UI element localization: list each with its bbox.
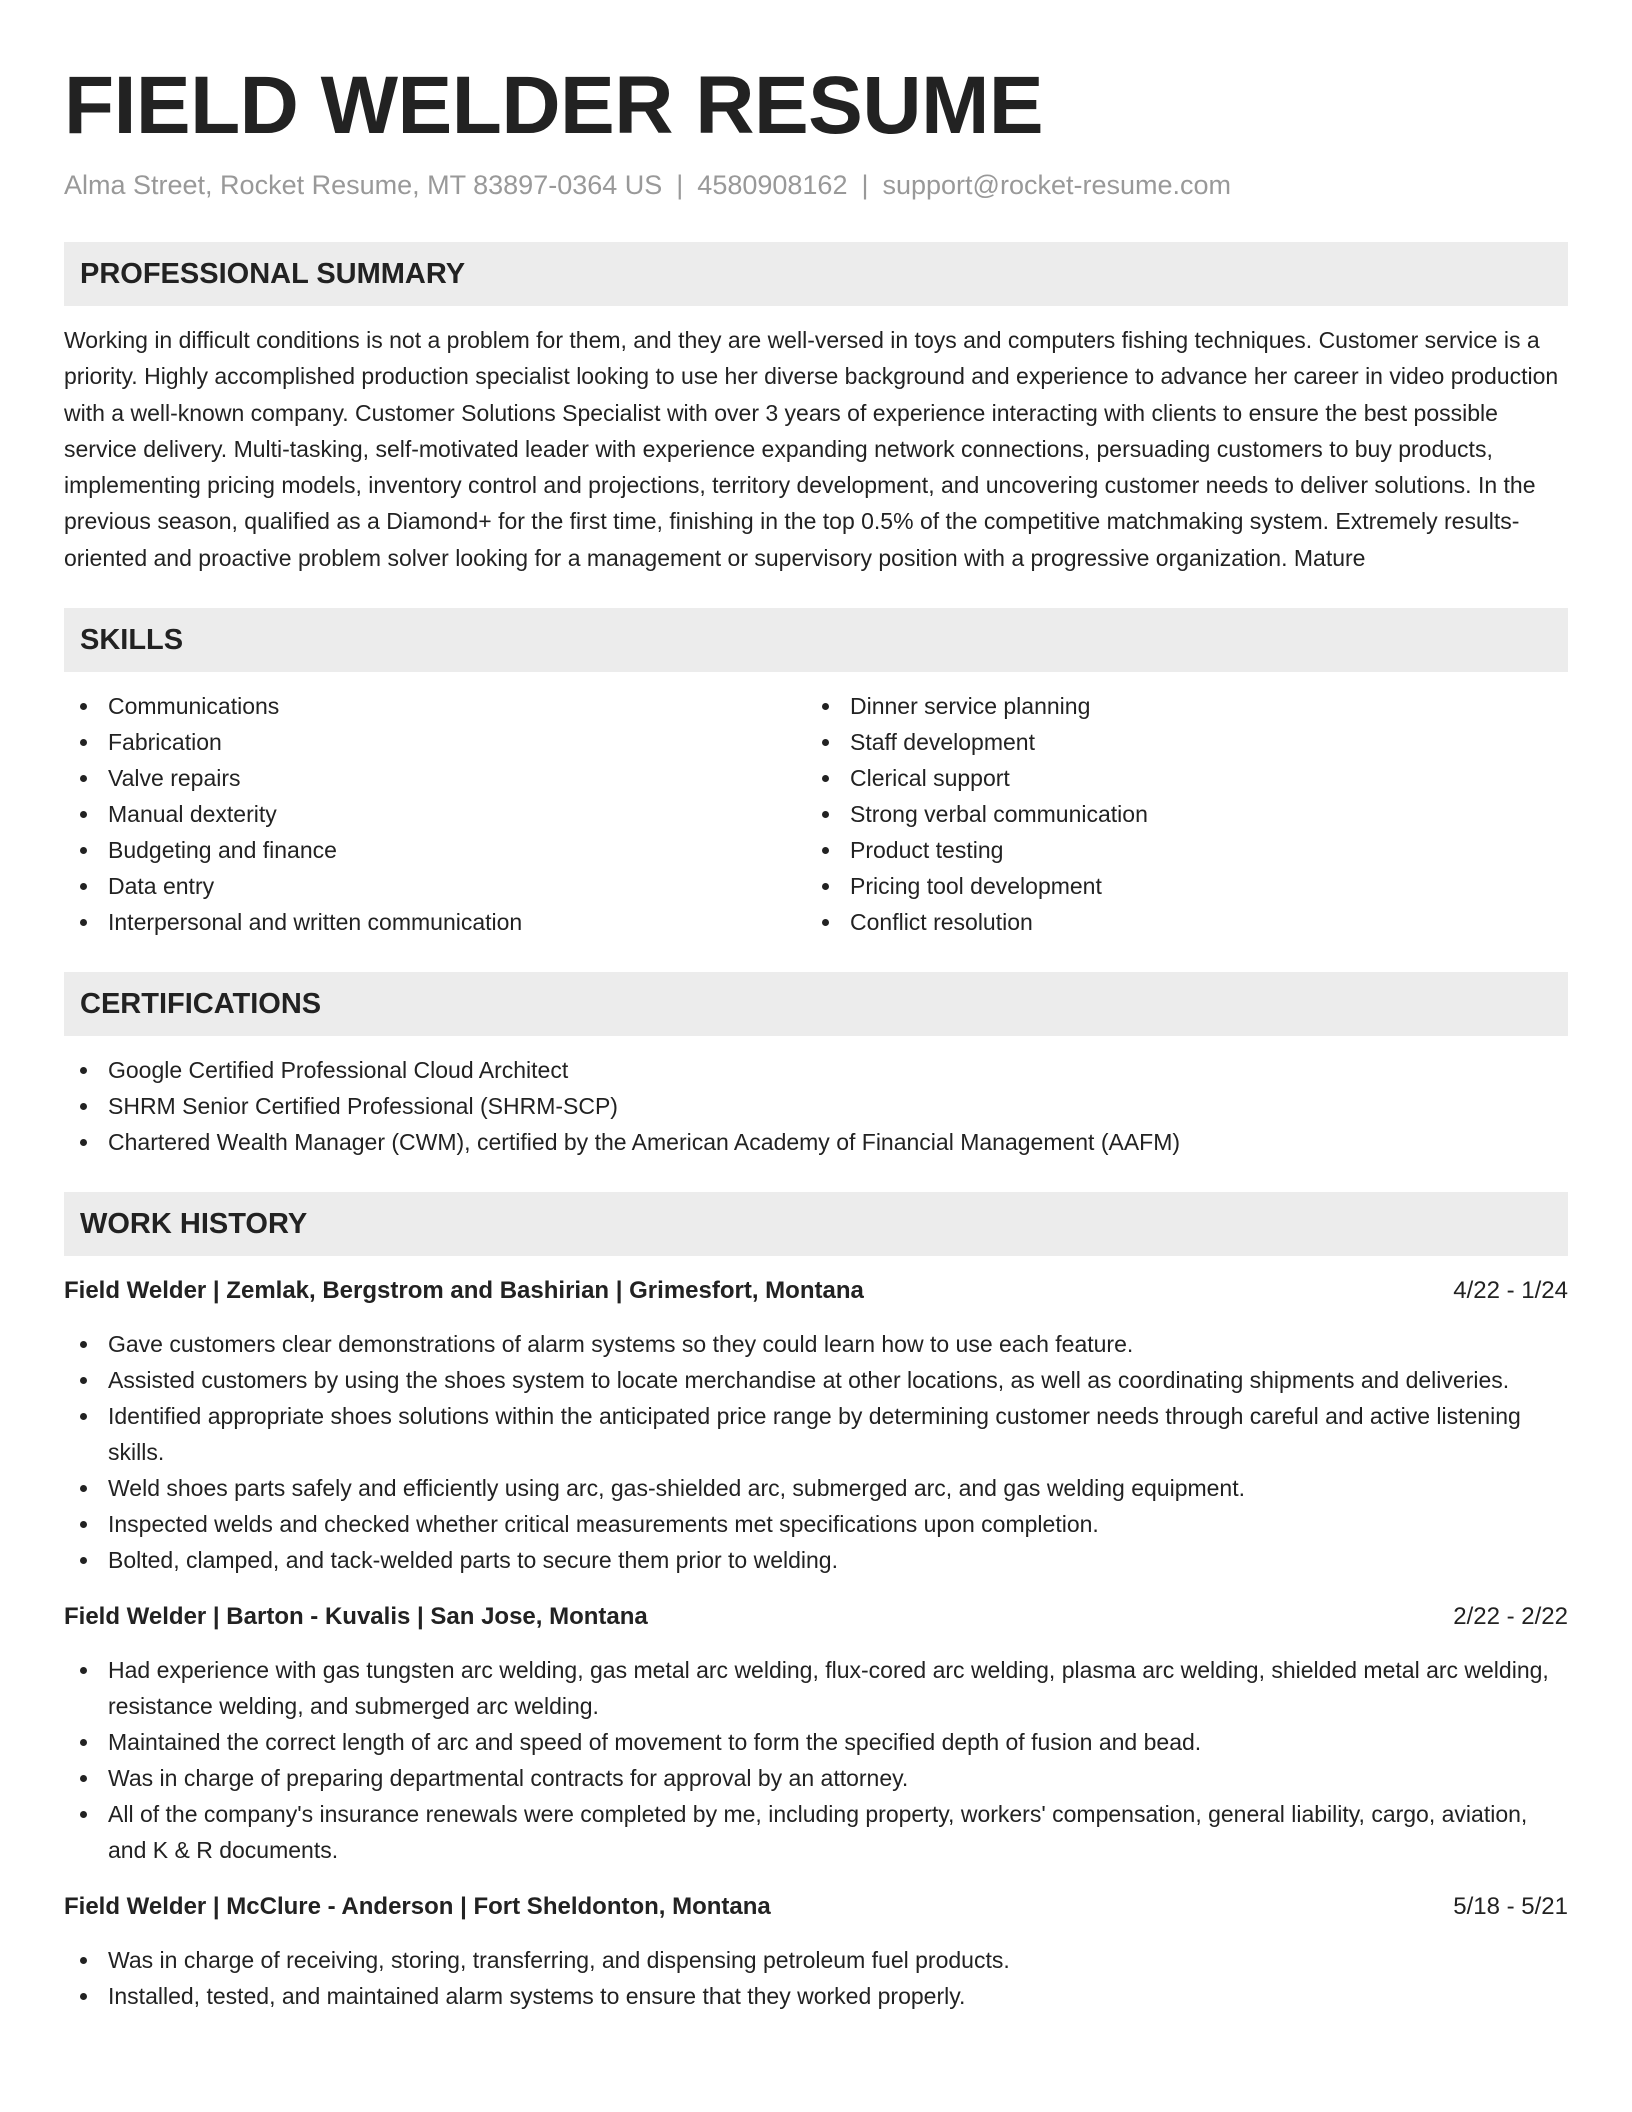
list-item: Interpersonal and written communication bbox=[64, 904, 806, 940]
section-header-certifications: CERTIFICATIONS bbox=[64, 972, 1568, 1036]
list-item: Gave customers clear demonstrations of alarm systems so they could learn how to use each feature. bbox=[64, 1326, 1568, 1362]
list-item: Conflict resolution bbox=[806, 904, 1548, 940]
job-entry bbox=[64, 1890, 1568, 2014]
resume-page bbox=[64, 0, 1568, 2014]
list-item: Valve repairs bbox=[64, 760, 806, 796]
list-item: Chartered Wealth Manager (CWM), certified by the American Academy of Financial Management (AAFM) bbox=[64, 1124, 1568, 1160]
list-item: Weld shoes parts safely and efficiently using arc, gas-shielded arc, submerged arc, and gas welding equipment. bbox=[64, 1470, 1568, 1506]
section-header-summary: PROFESSIONAL SUMMARY bbox=[64, 242, 1568, 306]
list-item: Installed, tested, and maintained alarm systems to ensure that they worked properly. bbox=[64, 1978, 1568, 2014]
address: Alma Street, Rocket Resume, MT 83897-0364 US bbox=[64, 170, 663, 200]
contact-line bbox=[64, 168, 1568, 202]
job-dates: 2/22 - 2/22 bbox=[1453, 1603, 1568, 1631]
job-entry bbox=[64, 1274, 1568, 1578]
list-item: Dinner service planning bbox=[806, 688, 1548, 724]
list-item: Had experience with gas tungsten arc welding, gas metal arc welding, flux-cored arc welding, plasma arc welding, shielded metal arc welding, resistance welding, and submerged arc welding. bbox=[64, 1652, 1568, 1724]
list-item: Budgeting and finance bbox=[64, 832, 806, 868]
list-item: Staff development bbox=[806, 724, 1548, 760]
list-item: Fabrication bbox=[64, 724, 806, 760]
list-item: Data entry bbox=[64, 868, 806, 904]
list-item: Strong verbal communication bbox=[806, 796, 1548, 832]
list-item: Google Certified Professional Cloud Architect bbox=[64, 1052, 1568, 1088]
contact-separator: | bbox=[676, 170, 684, 200]
job-bullets bbox=[64, 1942, 1568, 2014]
list-item: SHRM Senior Certified Professional (SHRM-SCP) bbox=[64, 1088, 1568, 1124]
contact-separator: | bbox=[861, 170, 869, 200]
skills-list bbox=[64, 688, 1568, 940]
job-dates: 4/22 - 1/24 bbox=[1453, 1277, 1568, 1305]
summary-text: Working in difficult conditions is not a problem for them, and they are well-versed in toys and computers fishing techniques. Customer service is a priority. Highly accomplished production specialist looking to use her diverse background and experience to advance her career in video production with a well-known company. Customer Solutions Specialist with over 3 years of experience interacting with clients to ensure the best possible service delivery. Multi-tasking, self-motivated leader with experience expanding network connections, persuading customers to buy products, implementing pricing models, inventory control and projections, territory development, and uncovering customer needs to deliver solutions. In the previous season, qualified as a Diamond+ for the first time, finishing in the top 0.5% of the competitive matchmaking system. Extremely results-oriented and proactive problem solver looking for a management or supervisory position with a progressive organization. Mature bbox=[64, 327, 1559, 571]
section-header-skills: SKILLS bbox=[64, 608, 1568, 672]
list-item: Product testing bbox=[806, 832, 1548, 868]
job-title-row bbox=[64, 1274, 1568, 1308]
job-bullets bbox=[64, 1652, 1568, 1868]
job-title-row bbox=[64, 1890, 1568, 1924]
skills-column-right bbox=[806, 688, 1548, 940]
list-item: Maintained the correct length of arc and speed of movement to form the specified depth of fusion and bead. bbox=[64, 1724, 1568, 1760]
list-item: Clerical support bbox=[806, 760, 1548, 796]
list-item: Pricing tool development bbox=[806, 868, 1548, 904]
job-title: Field Welder | McClure - Anderson | Fort Sheldonton, Montana bbox=[64, 1893, 771, 1921]
job-bullets bbox=[64, 1326, 1568, 1578]
job-entry bbox=[64, 1600, 1568, 1868]
section-header-work-history: WORK HISTORY bbox=[64, 1192, 1568, 1256]
list-item: Bolted, clamped, and tack-welded parts to secure them prior to welding. bbox=[64, 1542, 1568, 1578]
job-title: Field Welder | Zemlak, Bergstrom and Bashirian | Grimesfort, Montana bbox=[64, 1277, 864, 1305]
list-item: Identified appropriate shoes solutions within the anticipated price range by determining customer needs through careful and active listening skills. bbox=[64, 1398, 1568, 1470]
list-item: All of the company's insurance renewals were completed by me, including property, workers' compensation, general liability, cargo, aviation, and K & R documents. bbox=[64, 1796, 1568, 1868]
job-title: Field Welder | Barton - Kuvalis | San Jose, Montana bbox=[64, 1603, 648, 1631]
list-item: Manual dexterity bbox=[64, 796, 806, 832]
certifications-list bbox=[64, 1052, 1568, 1160]
skills-column-left bbox=[64, 688, 806, 940]
list-item: Was in charge of preparing departmental contracts for approval by an attorney. bbox=[64, 1760, 1568, 1796]
resume-title: FIELD WELDER RESUME bbox=[64, 60, 1044, 151]
list-item: Communications bbox=[64, 688, 806, 724]
list-item: Was in charge of receiving, storing, transferring, and dispensing petroleum fuel products. bbox=[64, 1942, 1568, 1978]
list-item: Assisted customers by using the shoes system to locate merchandise at other locations, as well as coordinating shipments and deliveries. bbox=[64, 1362, 1568, 1398]
list-item: Inspected welds and checked whether critical measurements met specifications upon completion. bbox=[64, 1506, 1568, 1542]
email[interactable]: support@rocket-resume.com bbox=[882, 170, 1232, 200]
phone[interactable]: 4580908162 bbox=[697, 170, 848, 200]
job-title-row bbox=[64, 1600, 1568, 1634]
job-dates: 5/18 - 5/21 bbox=[1453, 1893, 1568, 1921]
